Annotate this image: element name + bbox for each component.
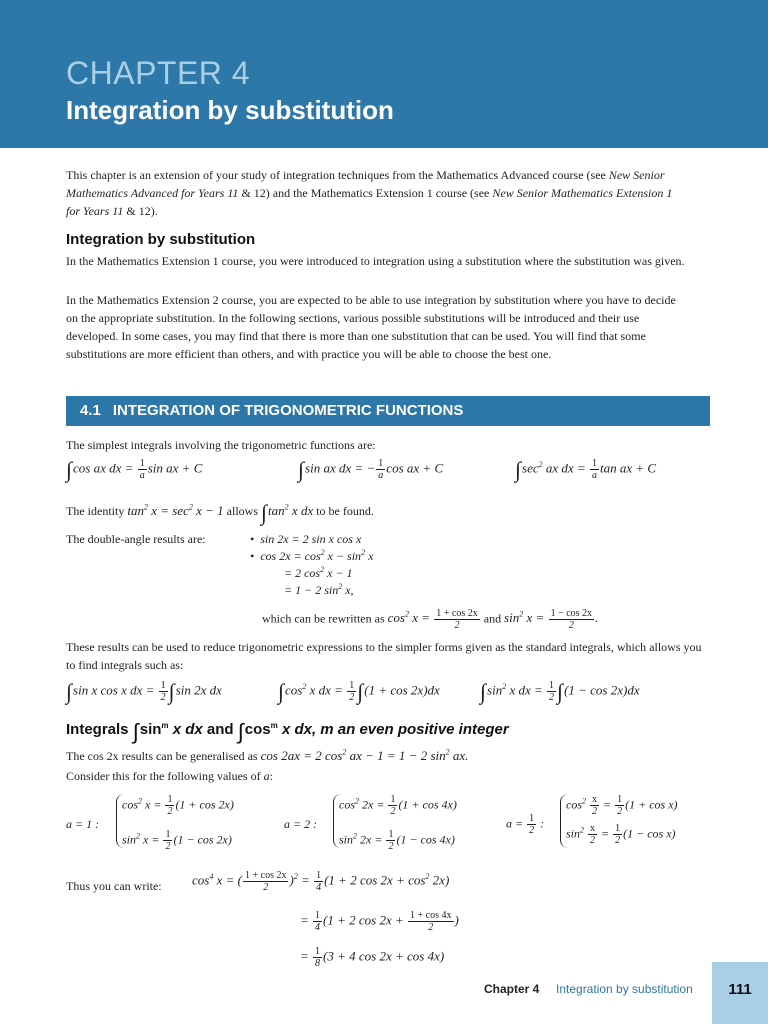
- section-number: 4.1: [80, 402, 101, 419]
- cos4-step-3: = $\frac{1}{8}$ (3 + 4 cos 2x + cos 4x): [300, 946, 445, 969]
- reduce-paragraph: These results can be used to reduce trigonometric expressions to the simpler forms given as the standard integrals, which allows you to find integrals such as:: [66, 640, 702, 672]
- case-a-half: $\cos^2$ $\frac{x}{2}$ = $\frac{1}{2}$ (1 + cos x) $\sin^2$ $\frac{x}{2}$ = $\frac{1}{2}$ (1 − cos x): [560, 794, 678, 848]
- page-number: 111: [712, 962, 768, 1024]
- consider-line: Consider this for the following values of a:: [66, 769, 273, 783]
- case-a-2-label: a = 2 :: [284, 817, 318, 831]
- example-integral-cos-squared: $\int\cos^2$ x dx = $\frac{1}{2}$ ∫(1 + cos 2x)dx: [278, 679, 440, 705]
- case-a-1-label: a = 1 :: [66, 817, 100, 831]
- double-angle-results: • sin 2x = 2 sin x cos x • $\cos 2x = \cos^2 x - \sin^2 x$ = 2 $\cos^2 x - 1$ = 1 − 2 $\sin^2 x$,: [250, 532, 374, 597]
- subheading-even-powers: Integrals $\int\sin^m$ x dx and $\int\cos^m$ x dx, m an even positive integer: [66, 719, 509, 744]
- simplest-integrals-intro: The simplest integrals involving the trigonometric functions are:: [66, 438, 376, 452]
- integral-sin: ∫sin ax dx = − $\frac{1}{a}$ cos ax + C: [298, 457, 444, 483]
- identity-line: The identity $\tan^2 x = \sec^2 x - 1$ allows $\int\tan^2$ x dx to be found.: [66, 500, 374, 525]
- chapter-title: Integration by substitution: [66, 95, 394, 125]
- chapter-label: CHAPTER 4: [66, 55, 251, 91]
- generalised-line: The cos 2x results can be generalised as cos 2ax = 2 $\cos^2$ ax − 1 = 1 − 2 $\sin^2$ ax.: [66, 747, 469, 763]
- rewrite-line: which can be rewritten as $\cos^2 x$ = $\frac{1 + \cos 2x}{2}$ and $\sin^2 x$ = $\frac{1 - \cos 2x}{2}$ .: [262, 608, 599, 631]
- example-integral-sin-squared: $\int\sin^2$ x dx = $\frac{1}{2}$ ∫(1 − cos 2x)dx: [480, 679, 640, 705]
- thus-label: Thus you can write:: [66, 879, 162, 893]
- footer-title: Integration by substitution: [556, 982, 693, 996]
- double-angle-label: The double-angle results are:: [66, 532, 206, 546]
- cos4-step-2: = $\frac{1}{4}$ (1 + 2 cos 2x + $\frac{1 + \cos 4x}{2}$ ): [300, 910, 459, 933]
- footer-chapter: Chapter 4: [484, 982, 540, 996]
- subheading-integration-by-substitution: Integration by substitution: [66, 231, 256, 248]
- case-a-half-label: a = $\frac{1}{2}$ :: [506, 813, 545, 836]
- case-a-1: $\cos^2 x$ = $\frac{1}{2}$ (1 + cos 2x) $\sin^2 x$ = $\frac{1}{2}$ (1 − cos 2x): [116, 794, 234, 848]
- section-title: INTEGRATION OF TRIGONOMETRIC FUNCTIONS: [112, 402, 464, 419]
- substitution-paragraph-2: In the Mathematics Extension 2 course, you are expected to be able to use integration by substitution where you have to decide on the appropriate substitution. In the following sections, various possible substitutions will be introduced and their use developed. In some cases, you may find that there is more than one substitution that can be used. You will find that some substitutions are more efficient than others, and with practice you will be able to choose the best one.: [66, 293, 676, 361]
- integral-cos: ∫cos ax dx = $\frac{1}{a}$ sin ax + C: [66, 457, 203, 483]
- substitution-paragraph-1: In the Mathematics Extension 1 course, you were introduced to integration using a substitution where the substitution was given.: [66, 254, 685, 268]
- section-4-1-bar: [66, 396, 710, 426]
- case-a-2: $\cos^2 2x$ = $\frac{1}{2}$ (1 + cos 4x) $\sin^2 2x$ = $\frac{1}{2}$ (1 − cos 4x): [333, 794, 457, 848]
- intro-paragraph: This chapter is an extension of your study of integration techniques from the Mathematics Advanced course (see New Senior Mathematics Advanced for Years 11 & 12) and the Mathematics Extension 1 course (see New Senior Mathematics Extension 1 for Years 11 & 12).: [66, 168, 673, 218]
- example-integral-sincos: ∫sin x cos x dx = $\frac{1}{2}$ ∫sin 2x dx: [66, 679, 222, 705]
- cos4-step-1: $\cos^4 x$ = ( $\frac{1 + \cos 2x}{2}$ )$^2$ = $\frac{1}{4}$ (1 + 2 $\cos 2x + \cos^2 2x$): [192, 870, 450, 893]
- integral-sec-squared: $\int\sec^2$ ax dx = $\frac{1}{a}$ tan ax + C: [515, 457, 657, 483]
